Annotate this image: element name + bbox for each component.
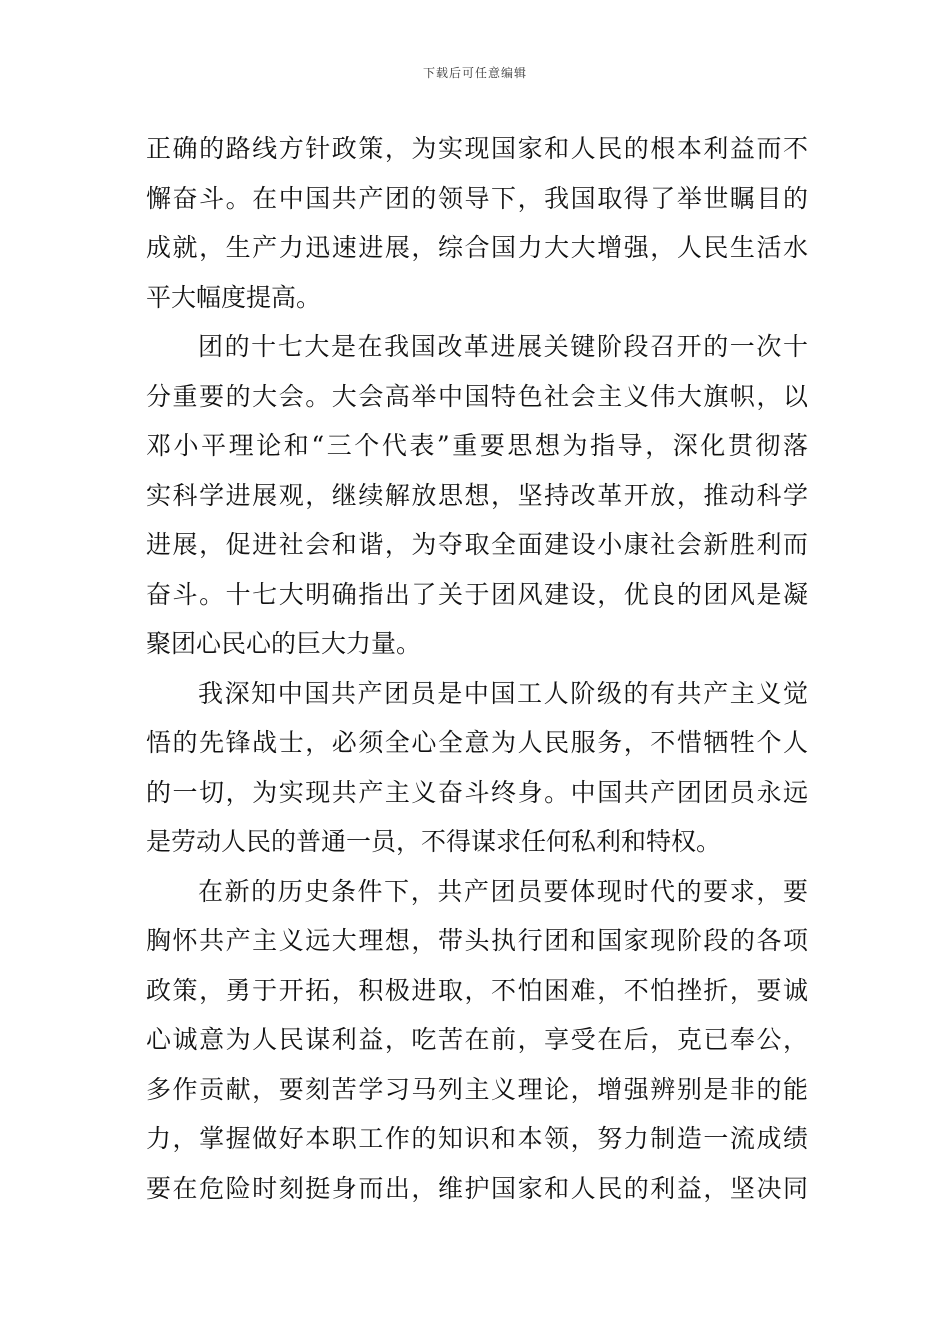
paragraph-3-line: 的一切，为实现共产主义奋斗终身。中国共产团团员永远 <box>146 777 808 807</box>
paragraph-4-line: 在新的历史条件下，共产团员要体现时代的要求，要 <box>198 876 808 906</box>
paragraph-4-line: 多作贡献，要刻苦学习马列主义理论，增强辨别是非的能 <box>146 1074 808 1104</box>
paragraph-1-line: 懈奋斗。在中国共产团的领导下，我国取得了举世瞩目的 <box>146 183 808 213</box>
paragraph-4-line: 政策，勇于开拓，积极进取，不怕困难，不怕挫折，要诚 <box>146 975 808 1005</box>
paragraph-4-line: 要在危险时刻挺身而出，维护国家和人民的利益，坚决同 <box>146 1173 808 1203</box>
paragraph-1-line: 成就，生产力迅速进展，综合国力大大增强，人民生活水 <box>146 233 808 262</box>
page-header: 下载后可任意编辑 <box>422 66 527 80</box>
paragraph-2-line: 奋斗。十七大明确指出了关于团风建设，优良的团风是凝 <box>146 579 808 609</box>
paragraph-4-line: 胸怀共产主义远大理想，带头执行团和国家现阶段的各项 <box>146 926 808 955</box>
paragraph-2-line: 团的十七大是在我国改革进展关键阶段召开的一次十 <box>198 332 808 361</box>
paragraph-4-line: 力，掌握做好本职工作的知识和本领，努力制造一流成绩 <box>146 1124 808 1153</box>
paragraph-3-line: 是劳动人民的普通一员，不得谋求任何私利和特权。 <box>146 827 722 856</box>
paragraph-2-line: 进展，促进社会和谐，为夺取全面建设小康社会新胜利而 <box>146 530 808 559</box>
paragraph-4-line: 心诚意为人民谋利益，吃苦在前，享受在后，克已奉公， <box>146 1025 808 1054</box>
paragraph-3-line: 我深知中国共产团员是中国工人阶级的有共产主义觉 <box>198 678 808 708</box>
paragraph-1-line: 正确的路线方针政策，为实现国家和人民的根本利益而不 <box>146 134 808 163</box>
paragraph-2-line: 实科学进展观，继续解放思想，坚持改革开放，推动科学 <box>146 480 808 510</box>
paragraph-1-line: 平大幅度提高。 <box>146 282 322 312</box>
paragraph-3-line: 悟的先锋战士，必须全心全意为人民服务，不惜牺牲个人 <box>146 728 808 757</box>
paragraph-2-line: 邓小平理论和“三个代表”重要思想为指导，深化贯彻落 <box>146 431 808 460</box>
document-body <box>146 124 808 1213</box>
paragraph-2-line: 聚团心民心的巨大力量。 <box>146 629 422 658</box>
paragraph-2-line: 分重要的大会。大会高举中国特色社会主义伟大旗帜，以 <box>146 381 808 411</box>
